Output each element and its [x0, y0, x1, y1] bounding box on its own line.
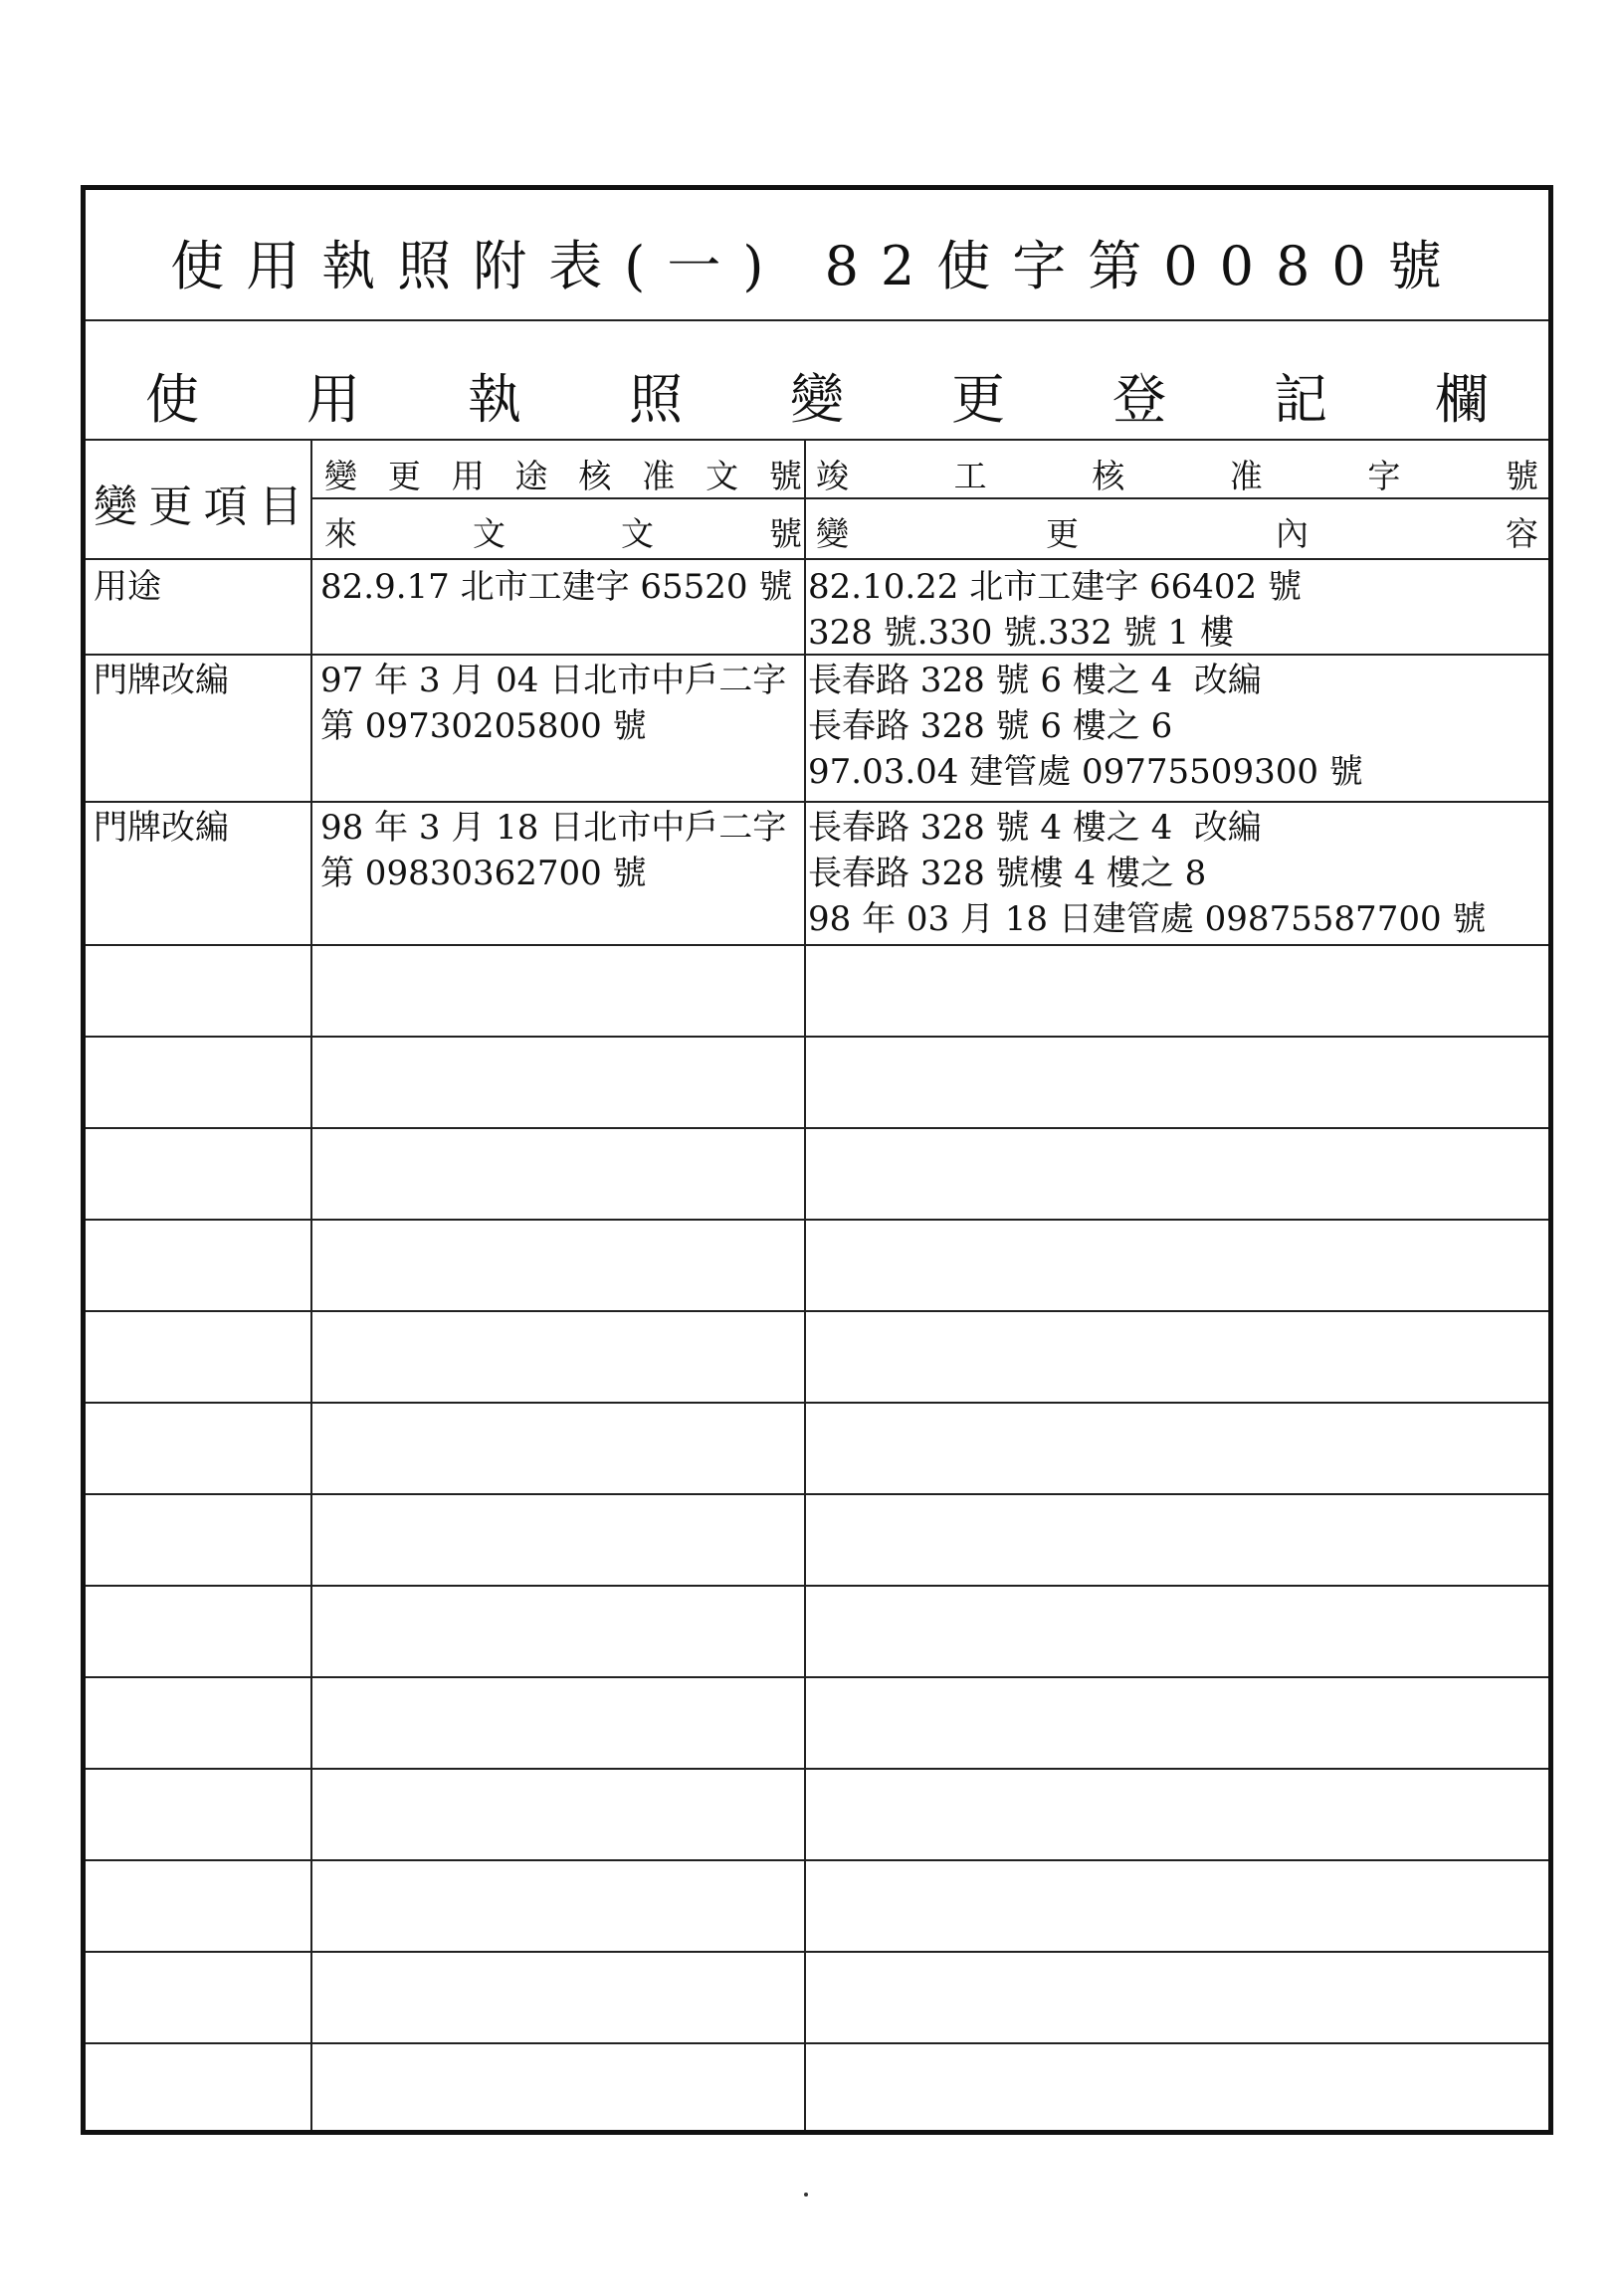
row-divider [86, 1585, 1548, 1587]
row-content-line: 長春路 328 號 6 樓之 6 [808, 706, 1173, 746]
header-char: 目 [258, 481, 303, 532]
row-divider [86, 1036, 1548, 1038]
row-divider [86, 1402, 1548, 1404]
row-doc-line: 第 09730205800 號 [320, 706, 647, 746]
header-char: 項 [203, 481, 248, 532]
row-item: 門牌改編 [94, 808, 229, 848]
header-col1-bottom [324, 508, 802, 555]
subtitle-char: 更 [951, 368, 1005, 431]
header-char: 號 [769, 514, 802, 553]
row-divider [86, 1310, 1548, 1312]
header-char: 變 [324, 457, 357, 495]
row-item: 用途 [94, 567, 161, 607]
subtitle-char: 變 [790, 368, 844, 431]
header-col2-top [816, 451, 1538, 497]
row-content-line: 長春路 328 號 4 樓之 4 改編 [808, 808, 1262, 848]
header-char: 更 [387, 457, 421, 495]
header-char: 容 [1506, 514, 1538, 553]
row-doc-line: 98 年 3 月 18 日北市中戶二字 [320, 808, 787, 848]
subtitle-char: 執 [468, 368, 521, 431]
row-content-line: 97.03.04 建管處 09775509300 號 [808, 752, 1363, 792]
header-col1-top [324, 451, 802, 497]
section-subtitle [145, 357, 1489, 434]
header-char: 內 [1276, 514, 1309, 553]
header-char: 來 [324, 514, 357, 553]
header-char: 准 [642, 457, 676, 495]
row-content-line: 長春路 328 號樓 4 樓之 8 [808, 854, 1207, 893]
header-col2-bottom [816, 508, 1538, 555]
header-char: 更 [148, 481, 193, 532]
page-title: 使用執照附表(一) 82使字第0080號 [170, 235, 1464, 297]
scan-speck [804, 2193, 808, 2197]
row-doc-line: 82.9.17 北市工建字 65520 號 [320, 567, 793, 607]
row-divider [86, 1127, 1548, 1129]
row-divider [86, 1859, 1548, 1861]
row-content-line: 82.10.22 北市工建字 66402 號 [808, 567, 1302, 607]
divider [86, 439, 1548, 441]
header-char: 核 [1092, 457, 1125, 495]
header-item-label [94, 471, 303, 534]
registration-table [81, 185, 1553, 2135]
row-divider [86, 1768, 1548, 1770]
divider [86, 558, 1548, 560]
header-char: 變 [94, 481, 137, 532]
subtitle-char: 用 [306, 368, 360, 431]
header-char: 字 [1367, 457, 1401, 495]
row-content-line: 328 號.330 號.332 號 1 樓 [808, 613, 1234, 653]
header-char: 途 [514, 457, 548, 495]
header-char: 用 [451, 457, 485, 495]
header-char: 工 [953, 457, 987, 495]
row-divider [86, 1676, 1548, 1678]
row-item: 門牌改編 [94, 661, 229, 700]
row-content-line: 長春路 328 號 6 樓之 4 改編 [808, 661, 1262, 700]
row-divider [86, 1493, 1548, 1495]
row-doc-line: 97 年 3 月 04 日北市中戶二字 [320, 661, 787, 700]
header-char: 文 [621, 514, 654, 553]
row-divider [86, 1219, 1548, 1221]
row-divider [86, 654, 1548, 656]
subtitle-char: 欄 [1435, 368, 1489, 431]
divider [86, 319, 1548, 321]
column-divider [310, 439, 312, 2130]
header-char: 號 [768, 457, 802, 495]
row-divider [86, 801, 1548, 803]
header-char: 更 [1046, 514, 1079, 553]
header-char: 文 [473, 514, 505, 553]
column-divider [804, 439, 806, 2130]
header-char: 准 [1229, 457, 1263, 495]
subtitle-char: 登 [1112, 368, 1166, 431]
header-char: 核 [578, 457, 612, 495]
row-doc-line: 第 09830362700 號 [320, 854, 647, 893]
header-char: 竣 [816, 457, 849, 495]
subtitle-char: 記 [1274, 368, 1327, 431]
row-content-line: 98 年 03 月 18 日建管處 09875587700 號 [808, 899, 1487, 939]
subtitle-char: 使 [145, 368, 199, 431]
row-divider [86, 2042, 1548, 2044]
header-char: 變 [816, 514, 849, 553]
header-char: 文 [706, 457, 739, 495]
row-divider [86, 944, 1548, 946]
divider [310, 497, 1548, 499]
header-char: 號 [1505, 457, 1538, 495]
row-divider [86, 1951, 1548, 1953]
subtitle-char: 照 [629, 368, 683, 431]
